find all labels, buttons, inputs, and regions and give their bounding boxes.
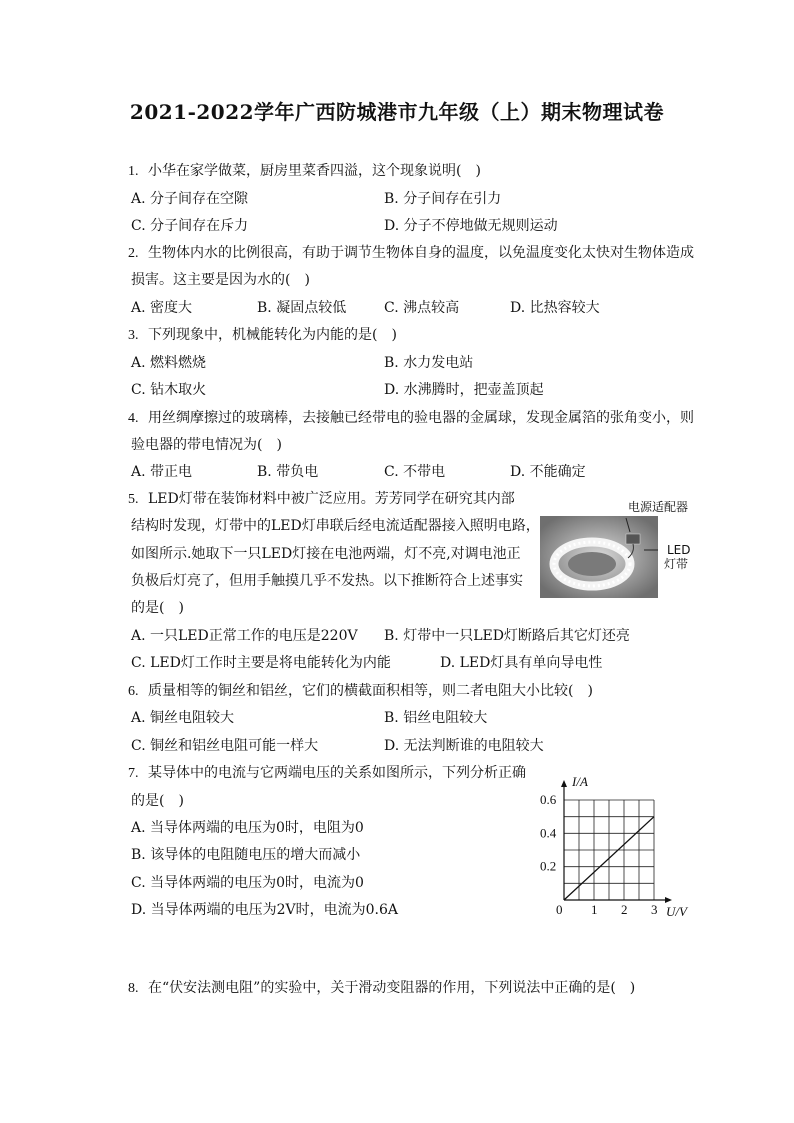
x-tick-label: 2 xyxy=(621,902,628,917)
question-5 xyxy=(128,489,515,510)
x-tick-label: 1 xyxy=(591,902,598,917)
question-text-continued: 验电器的带电情况为( ) xyxy=(131,437,282,453)
question-text: 在“伏安法测电阻”的实验中，关于滑动变阻器的作用，下列说法中正确的是( ) xyxy=(148,980,636,996)
q5-option-b: B. 灯带中一只LED灯断路后其它灯还亮 xyxy=(384,628,630,644)
q1-option-a: A. 分子间存在空隙 xyxy=(131,191,249,207)
question-number: 2. xyxy=(128,246,139,261)
question-text: 生物体内水的比例很高，有助于调节生物体自身的温度，以免温度变化太快对生物体造成 xyxy=(148,245,694,261)
q3-option-d: D. 水沸腾时，把壶盖顶起 xyxy=(384,382,544,398)
y-tick-label: 0.6 xyxy=(540,792,557,807)
q1-option-d: D. 分子不停地做无规则运动 xyxy=(384,218,558,234)
question-number: 8. xyxy=(128,981,139,996)
question-text-continued: 结构时发现，灯带中的LED灯串联后经电流适配器接入照明电路， xyxy=(131,518,540,534)
y-axis-arrow xyxy=(561,780,567,787)
question-number: 5. xyxy=(128,492,139,507)
q6-option-b: B. 铝丝电阻较大 xyxy=(384,710,488,726)
q7-option-d: D. 当导体两端的电压为2V时，电流为0.6A xyxy=(131,902,399,918)
current-voltage-graph xyxy=(536,770,706,920)
question-text-continued: 损害。这主要是因为水的( ) xyxy=(131,272,310,288)
label-led-strip: 灯带 xyxy=(664,557,689,571)
question-text: 下列现象中，机械能转化为内能的是( ) xyxy=(148,327,397,343)
question-text: 某导体中的电流与它两端电压的关系如图所示，下列分析正确 xyxy=(148,765,526,781)
q2-option-b: B. 凝固点较低 xyxy=(257,300,347,316)
question-text: 质量相等的铜丝和铝丝，它们的横截面积相等，则二者电阻大小比较( ) xyxy=(148,683,593,699)
page-title: 2021-2022学年广西防城港市九年级（上）期末物理试卷 xyxy=(129,100,665,124)
q2-option-d: D. 比热容较大 xyxy=(510,300,600,316)
x-axis-label: U/V xyxy=(666,904,687,919)
q5-option-a: A. 一只LED正常工作的电压是220V xyxy=(131,628,358,644)
question-text-continued: 的是( ) xyxy=(131,600,184,616)
q2-option-c: C. 沸点较高 xyxy=(384,300,460,316)
question-text: 小华在家学做菜，厨房里菜香四溢，这个现象说明( ) xyxy=(148,163,481,179)
graph-grid xyxy=(564,800,654,900)
q3-option-b: B. 水力发电站 xyxy=(384,355,474,371)
q6-option-c: C. 铜丝和铝丝电阻可能一样大 xyxy=(131,738,319,754)
q3-option-c: C. 钻木取火 xyxy=(131,382,207,398)
question-text-continued: 的是( ) xyxy=(131,793,184,809)
label-power-adapter: 电源适配器 xyxy=(628,500,689,514)
question-text-continued: 负极后灯亮了，但用手触摸几乎不发热。以下推断符合上述事实 xyxy=(131,573,523,589)
question-number: 6. xyxy=(128,684,139,699)
q4-option-d: D. 不能确定 xyxy=(510,464,586,480)
x-axis-arrow xyxy=(665,897,672,903)
question-2 xyxy=(128,243,694,264)
x-tick-label: 3 xyxy=(651,902,658,917)
y-tick-label: 0.2 xyxy=(540,858,557,874)
question-text-continued: 如图所示.她取下一只LED灯接在电池两端，灯不亮,对调电池正 xyxy=(131,546,521,562)
question-8 xyxy=(128,978,635,999)
q5-option-d: D. LED灯具有单向导电性 xyxy=(440,655,603,671)
y-tick-label: 0.4 xyxy=(540,825,557,841)
q7-option-c: C. 当导体两端的电压为0时，电流为0 xyxy=(131,875,364,891)
y-axis-label: I/A xyxy=(572,774,588,789)
question-number: 3. xyxy=(128,328,139,343)
q6-option-d: D. 无法判断谁的电阻较大 xyxy=(384,738,544,754)
q6-option-a: A. 铜丝电阻较大 xyxy=(131,710,235,726)
question-number: 1. xyxy=(128,164,139,179)
q4-option-a: A. 带正电 xyxy=(131,464,193,480)
q3-option-a: A. 燃料燃烧 xyxy=(131,355,207,371)
q1-option-c: C. 分子间存在斥力 xyxy=(131,218,249,234)
question-number: 4. xyxy=(128,411,139,426)
question-text: 用丝绸摩擦过的玻璃棒，去接触已经带电的验电器的金属球，发现金属箔的张角变小，则 xyxy=(148,410,694,426)
question-number: 7. xyxy=(128,766,139,781)
q7-option-a: A. 当导体两端的电压为0时，电阻为0 xyxy=(131,820,364,836)
q2-option-a: A. 密度大 xyxy=(131,300,193,316)
x-tick-label: 0 xyxy=(556,902,563,917)
question-text: LED灯带在装饰材料中被广泛应用。芳芳同学在研究其内部 xyxy=(148,491,515,507)
question-6 xyxy=(128,681,593,702)
q4-option-b: B. 带负电 xyxy=(257,464,319,480)
q1-option-b: B. 分子间存在引力 xyxy=(384,191,502,207)
q7-option-b: B. 该导体的电阻随电压的增大而减小 xyxy=(131,847,361,863)
question-1 xyxy=(128,161,481,182)
question-7 xyxy=(128,763,526,784)
question-4 xyxy=(128,408,694,429)
q5-option-c: C. LED灯工作时主要是将电能转化为内能 xyxy=(131,655,391,671)
label-led: LED xyxy=(667,543,691,557)
question-3 xyxy=(128,325,397,346)
q4-option-c: C. 不带电 xyxy=(384,464,446,480)
